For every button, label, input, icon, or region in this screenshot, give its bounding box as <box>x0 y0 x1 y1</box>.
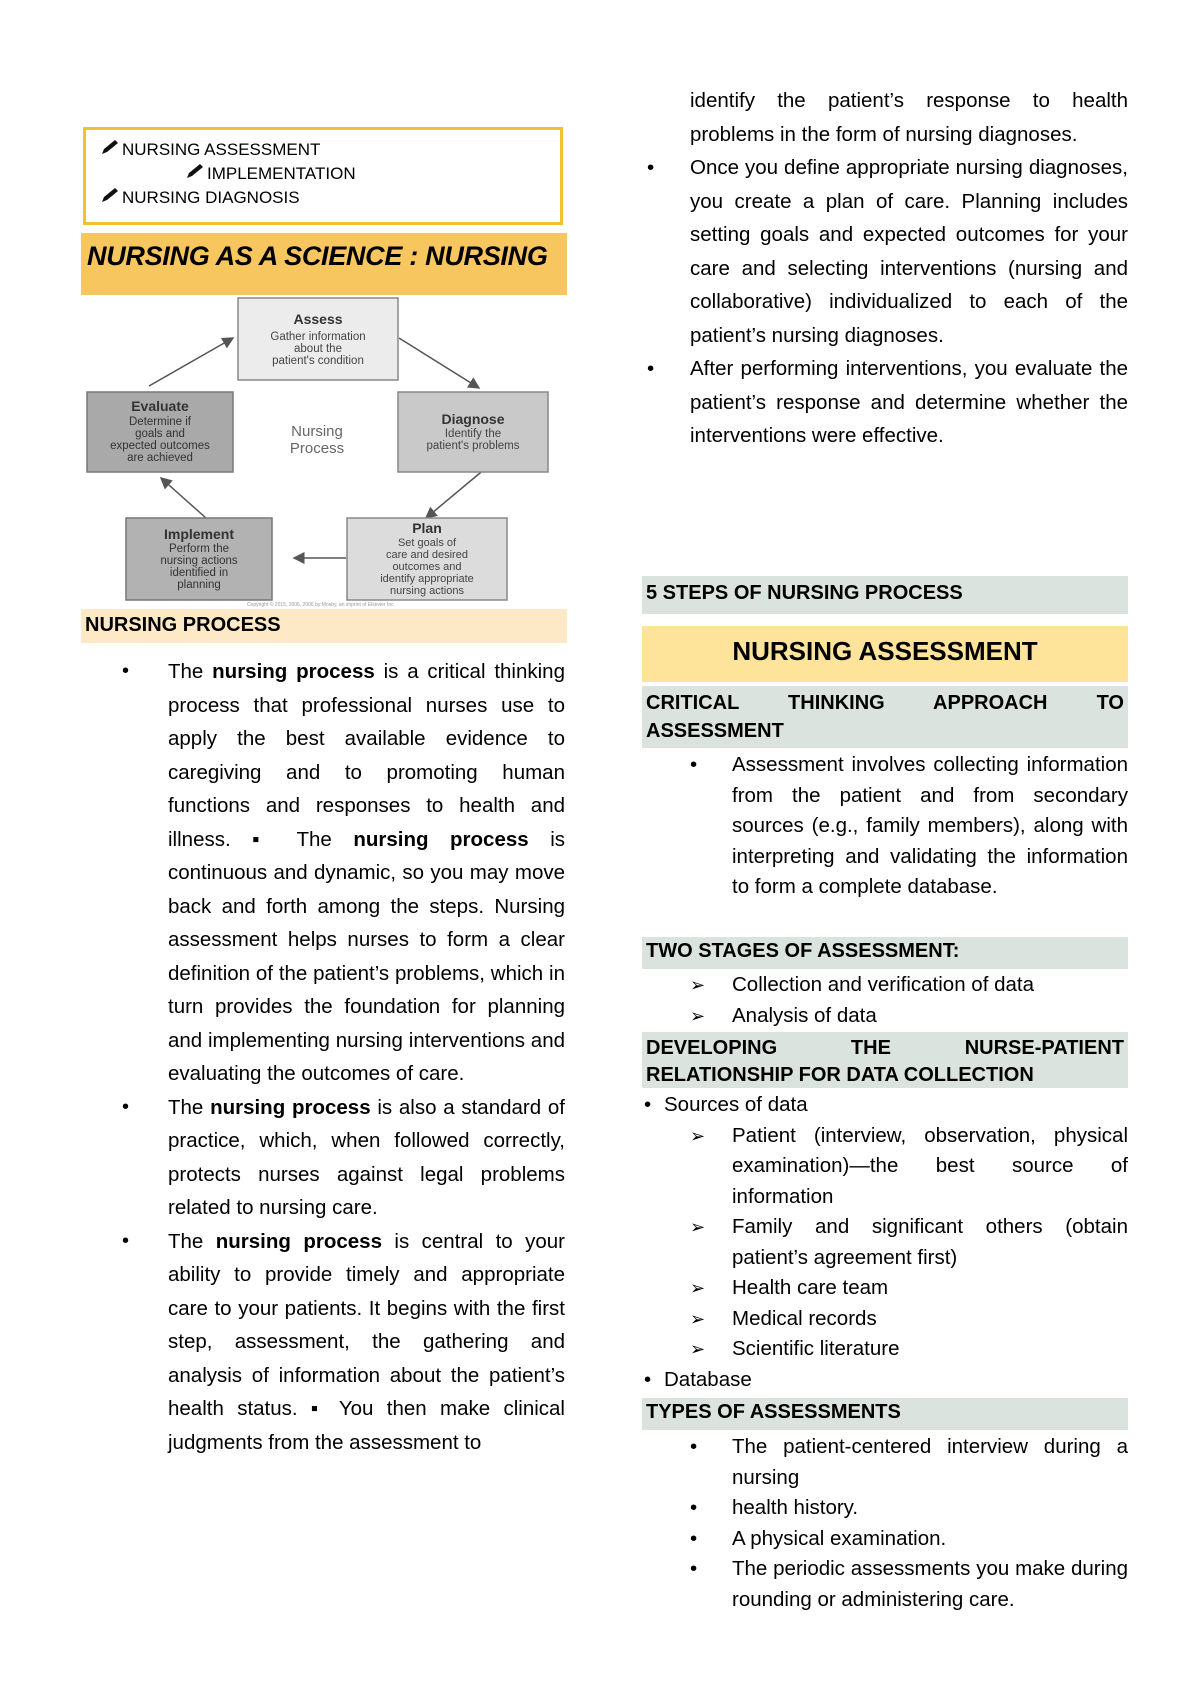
critical-thinking-heading: CRITICAL THINKING APPROACH TO ASSESSMENT <box>642 686 1128 748</box>
list-item: • A physical examination. <box>642 1524 1128 1555</box>
step-plan <box>347 518 507 600</box>
assess-line-3: patient's condition <box>272 355 364 367</box>
evaluate-line-3: expected outcomes <box>110 440 210 452</box>
diagnose-line-1: Identify the <box>444 428 502 440</box>
plan-line-3: outcomes and <box>392 561 462 573</box>
assess-line-1: Gather information <box>270 331 366 343</box>
implement-line-4: planning <box>177 579 221 591</box>
list-item: • Sources of data <box>642 1090 1128 1121</box>
list-item: • Once you define appropriate nursing diagnoses, you create a plan of care. Planning includes setting goals and expected outcomes for your care and selecting interventions (nursing and collaborative) individualized to each of the patient’s nursing diagnoses. <box>690 151 1128 352</box>
topic-nursing-diagnosis: NURSING DIAGNOSIS <box>100 186 546 210</box>
step-evaluate <box>87 392 233 472</box>
plan-line-1: Set goals of <box>397 537 457 549</box>
center-line-1: Nursing <box>291 423 343 440</box>
pencil-icon <box>100 138 122 162</box>
topic-implementation: IMPLEMENTATION <box>100 162 546 186</box>
plan-title: Plan <box>412 520 442 536</box>
list-item: • Assessment involves collecting information from the patient and from secondary sources (e.g., family members), along with interpreting and validating the information to form a complete database. <box>642 750 1128 903</box>
evaluate-line-1: Determine if <box>129 416 191 428</box>
steps-heading: 5 STEPS OF NURSING PROCESS <box>642 576 1128 614</box>
plan-line-5: nursing actions <box>390 585 464 597</box>
nursing-assessment-heading: NURSING ASSESSMENT <box>642 626 1128 682</box>
topics-box <box>83 127 563 225</box>
types-heading: TYPES OF ASSESSMENTS <box>642 1398 1128 1430</box>
list-item: • After performing interventions, you evaluate the patient’s response and determine whether the interventions were effective. <box>690 352 1128 453</box>
developing-relationship-heading: DEVELOPING THE NURSE-PATIENT RELATIONSHIP FOR DATA COLLECTION <box>642 1032 1128 1088</box>
plan-line-4: identify appropriate <box>380 573 474 585</box>
nursing-process-list <box>110 655 565 1459</box>
evaluate-line-2: goals and <box>135 428 185 440</box>
list-item: • Database <box>642 1365 1128 1396</box>
list-item-continued: identify the patient’s response to health problems in the form of nursing diagnoses. <box>690 89 1128 146</box>
types-list <box>642 1432 1128 1615</box>
center-line-2: Process <box>289 440 345 457</box>
evaluate-line-4: are achieved <box>127 452 193 464</box>
pencil-icon <box>100 186 122 210</box>
pencil-icon <box>185 162 207 186</box>
list-item: • The periodic assessments you make during rounding or administering care. <box>642 1554 1128 1615</box>
two-stages-heading: TWO STAGES OF ASSESSMENT: <box>642 937 1128 969</box>
arrow-implement-evaluate <box>161 478 206 518</box>
list-item: ➢ Analysis of data <box>642 1001 1128 1032</box>
list-item: ➢ Health care team <box>642 1273 1128 1304</box>
nursing-process-diagram <box>81 296 567 608</box>
list-item: • The nursing process is also a standard of practice, which, when followed correctly, protects nurses against legal problems related to nursing care. <box>110 1091 565 1225</box>
page-title: NURSING AS A SCIENCE : NURSING <box>87 241 548 271</box>
list-item: • The patient-centered interview during a nursing <box>642 1432 1128 1493</box>
arrow-assess-diagnose <box>399 338 479 388</box>
arrow-diagnose-plan <box>426 468 486 518</box>
sources-list <box>642 1090 1128 1395</box>
list-item: • health history. <box>642 1493 1128 1524</box>
diagram-copyright: Copyright © 2015, 2006, 2006 by Mosby, an imprint of Elsevier Inc. <box>246 602 396 608</box>
implement-line-3: identified in <box>169 567 229 579</box>
topic-nursing-assessment: NURSING ASSESSMENT <box>100 138 546 162</box>
list-item: ➢ Medical records <box>642 1304 1128 1335</box>
list-item: ➢ Collection and verification of data <box>642 970 1128 1001</box>
implement-line-1: Perform the <box>168 543 230 555</box>
list-item: ➢ Scientific literature <box>642 1334 1128 1365</box>
critical-thinking-list <box>642 750 1128 903</box>
implement-title: Implement <box>163 526 235 542</box>
title-band <box>81 233 567 295</box>
list-item: ➢ Family and significant others (obtain patient’s agreement first) <box>642 1212 1128 1273</box>
list-item: • The nursing process is central to your ability to provide timely and appropriate care to your patients. It begins with the first step, assessment, the gathering and analysis of information about the patient’s health status. ▪ You then make clinical judgments from the assessment to <box>110 1225 565 1460</box>
step-implement <box>126 518 272 600</box>
arrow-evaluate-assess <box>149 338 233 386</box>
evaluate-title: Evaluate <box>131 398 189 414</box>
stages-list <box>642 970 1128 1031</box>
plan-line-2: care and desired <box>386 549 468 561</box>
continued-list <box>690 84 1128 453</box>
step-diagnose <box>398 392 548 472</box>
list-item: ➢ Patient (interview, observation, physical examination)—the best source of information <box>642 1121 1128 1213</box>
diagnose-title: Diagnose <box>441 411 505 427</box>
assess-title: Assess <box>293 311 343 327</box>
list-item: • The nursing process is a critical thinking process that professional nurses use to apply the best available evidence to caregiving and to promoting human functions and responses to health and illness. ▪ The nursing process is continuous and dynamic, so you may move back and forth among the steps. Nursing assessment helps nurses to form a clear definition of the patient’s problems, which in turn provides the foundation for planning and implementing nursing interventions and evaluating the outcomes of care. <box>110 655 565 1091</box>
implement-line-2: nursing actions <box>160 555 238 567</box>
assess-line-2: about the <box>294 343 342 355</box>
step-assess <box>238 298 398 380</box>
nursing-process-heading: NURSING PROCESS <box>81 609 567 643</box>
diagnose-line-2: patient's problems <box>426 440 520 452</box>
